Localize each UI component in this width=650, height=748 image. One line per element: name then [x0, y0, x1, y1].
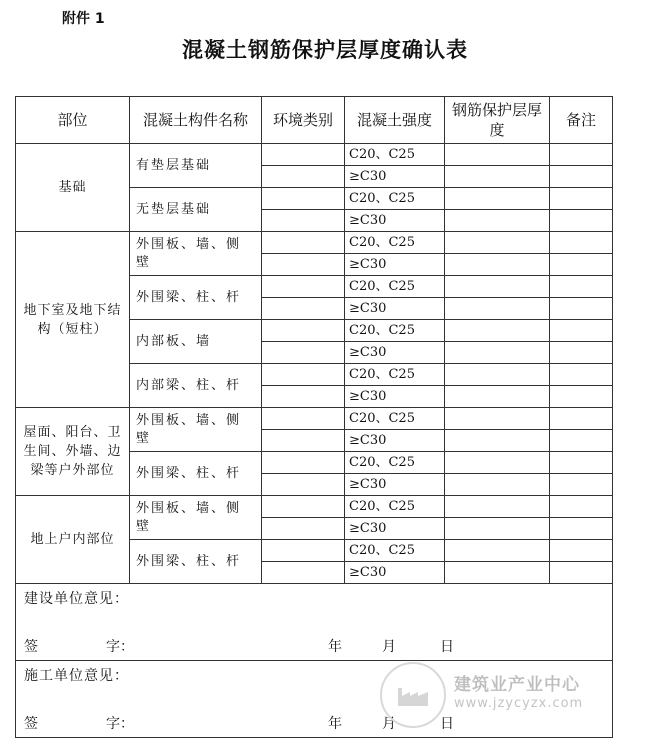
- remarks-cell[interactable]: [550, 364, 613, 386]
- strength-cell: C20、C25: [345, 364, 445, 386]
- header-cell: 环境类别: [262, 97, 345, 144]
- cover-thickness-cell[interactable]: [445, 254, 550, 276]
- environment-cell[interactable]: [262, 496, 345, 518]
- table-row: [16, 144, 613, 166]
- strength-cell: ≥C30: [345, 298, 445, 320]
- strength-cell: C20、C25: [345, 188, 445, 210]
- part-cell: 基础: [16, 144, 130, 232]
- cover-thickness-cell[interactable]: [445, 188, 550, 210]
- watermark-url: www.jzycyzx.com: [454, 696, 584, 711]
- environment-cell[interactable]: [262, 188, 345, 210]
- watermark-seal-logo: [380, 662, 446, 728]
- cover-thickness-cell[interactable]: [445, 320, 550, 342]
- component-cell: 外围板、墙、侧壁: [130, 232, 262, 276]
- cover-thickness-cell[interactable]: [445, 562, 550, 584]
- remarks-cell[interactable]: [550, 254, 613, 276]
- strength-cell: C20、C25: [345, 276, 445, 298]
- remarks-cell[interactable]: [550, 496, 613, 518]
- part-cell: 地上户内部位: [16, 496, 130, 584]
- strength-cell: ≥C30: [345, 518, 445, 540]
- watermark-name: 建筑业产业中心: [454, 675, 580, 695]
- strength-cell: C20、C25: [345, 232, 445, 254]
- strength-cell: ≥C30: [345, 342, 445, 364]
- remarks-cell[interactable]: [550, 210, 613, 232]
- cover-thickness-cell[interactable]: [445, 144, 550, 166]
- environment-cell[interactable]: [262, 540, 345, 562]
- header-cell: 备注: [550, 97, 613, 144]
- component-cell: 无垫层基础: [130, 188, 262, 232]
- header-cell: 部位: [16, 97, 130, 144]
- environment-cell[interactable]: [262, 210, 345, 232]
- remarks-cell[interactable]: [550, 232, 613, 254]
- year-label: 年: [328, 716, 342, 732]
- cover-thickness-cell[interactable]: [445, 232, 550, 254]
- environment-cell[interactable]: [262, 144, 345, 166]
- strength-cell: ≥C30: [345, 210, 445, 232]
- remarks-cell[interactable]: [550, 144, 613, 166]
- header-cell: 混凝土强度: [345, 97, 445, 144]
- cover-thickness-cell[interactable]: [445, 166, 550, 188]
- sign-label-suffix: 字：: [106, 639, 134, 655]
- builder-opinion-label: 建设单位意见：: [24, 591, 129, 607]
- cover-thickness-cell[interactable]: [445, 496, 550, 518]
- environment-cell[interactable]: [262, 232, 345, 254]
- cover-thickness-cell[interactable]: [445, 298, 550, 320]
- remarks-cell[interactable]: [550, 518, 613, 540]
- remarks-cell[interactable]: [550, 386, 613, 408]
- strength-cell: C20、C25: [345, 496, 445, 518]
- remarks-cell[interactable]: [550, 408, 613, 430]
- strength-cell: ≥C30: [345, 474, 445, 496]
- cover-thickness-cell[interactable]: [445, 342, 550, 364]
- builder-signoff-row: [16, 584, 613, 661]
- environment-cell[interactable]: [262, 298, 345, 320]
- environment-cell[interactable]: [262, 430, 345, 452]
- sign-label: 签: [24, 716, 38, 732]
- remarks-cell[interactable]: [550, 540, 613, 562]
- part-cell: 屋面、阳台、卫生间、外墙、边梁等户外部位: [16, 408, 130, 496]
- confirmation-table: [15, 96, 613, 738]
- watermark: [380, 660, 610, 726]
- cover-thickness-cell[interactable]: [445, 210, 550, 232]
- strength-cell: ≥C30: [345, 430, 445, 452]
- component-cell: 有垫层基础: [130, 144, 262, 188]
- strength-cell: C20、C25: [345, 144, 445, 166]
- cover-thickness-cell[interactable]: [445, 408, 550, 430]
- cover-thickness-cell[interactable]: [445, 540, 550, 562]
- header-cell: 钢筋保护层厚度: [445, 97, 550, 144]
- environment-cell[interactable]: [262, 342, 345, 364]
- page-title: 混凝土钢筋保护层厚度确认表: [182, 38, 468, 62]
- cover-thickness-cell[interactable]: [445, 276, 550, 298]
- table-body: [16, 144, 613, 584]
- cover-thickness-cell[interactable]: [445, 474, 550, 496]
- sign-label: 签: [24, 639, 38, 655]
- environment-cell[interactable]: [262, 166, 345, 188]
- contractor-opinion-label: 施工单位意见：: [24, 668, 129, 684]
- environment-cell[interactable]: [262, 518, 345, 540]
- cover-thickness-cell[interactable]: [445, 364, 550, 386]
- month-label: 月: [382, 639, 396, 655]
- environment-cell[interactable]: [262, 276, 345, 298]
- strength-cell: C20、C25: [345, 452, 445, 474]
- environment-cell[interactable]: [262, 320, 345, 342]
- strength-cell: C20、C25: [345, 320, 445, 342]
- remarks-cell[interactable]: [550, 298, 613, 320]
- remarks-cell[interactable]: [550, 320, 613, 342]
- table-row: [16, 496, 613, 518]
- table-row: [16, 232, 613, 254]
- component-cell: 外围梁、柱、杆: [130, 540, 262, 584]
- environment-cell[interactable]: [262, 562, 345, 584]
- strength-cell: C20、C25: [345, 540, 445, 562]
- strength-cell: C20、C25: [345, 408, 445, 430]
- factory-icon: [396, 684, 430, 706]
- cover-thickness-cell[interactable]: [445, 430, 550, 452]
- component-cell: 外围梁、柱、杆: [130, 452, 262, 496]
- strength-cell: ≥C30: [345, 386, 445, 408]
- strength-cell: ≥C30: [345, 166, 445, 188]
- environment-cell[interactable]: [262, 474, 345, 496]
- remarks-cell[interactable]: [550, 452, 613, 474]
- environment-cell[interactable]: [262, 254, 345, 276]
- environment-cell[interactable]: [262, 364, 345, 386]
- remarks-cell[interactable]: [550, 474, 613, 496]
- table-row: [16, 408, 613, 430]
- environment-cell[interactable]: [262, 386, 345, 408]
- month-label: 月: [382, 716, 396, 732]
- part-cell: 地下室及地下结构（短柱）: [16, 232, 130, 408]
- cover-thickness-cell[interactable]: [445, 452, 550, 474]
- remarks-cell[interactable]: [550, 342, 613, 364]
- header-row: [16, 97, 613, 144]
- environment-cell[interactable]: [262, 408, 345, 430]
- remarks-cell[interactable]: [550, 562, 613, 584]
- environment-cell[interactable]: [262, 452, 345, 474]
- component-cell: 内部梁、柱、杆: [130, 364, 262, 408]
- sign-label-suffix: 字：: [106, 716, 134, 732]
- remarks-cell[interactable]: [550, 188, 613, 210]
- strength-cell: ≥C30: [345, 254, 445, 276]
- day-label: 日: [440, 716, 454, 732]
- component-cell: 内部板、墙: [130, 320, 262, 364]
- strength-cell: ≥C30: [345, 562, 445, 584]
- header-cell: 混凝土构件名称: [130, 97, 262, 144]
- cover-thickness-cell[interactable]: [445, 518, 550, 540]
- day-label: 日: [440, 639, 454, 655]
- component-cell: 外围板、墙、侧壁: [130, 408, 262, 452]
- year-label: 年: [328, 639, 342, 655]
- attachment-label: 附件 1: [62, 11, 105, 27]
- remarks-cell[interactable]: [550, 166, 613, 188]
- component-cell: 外围梁、柱、杆: [130, 276, 262, 320]
- remarks-cell[interactable]: [550, 276, 613, 298]
- component-cell: 外围板、墙、侧壁: [130, 496, 262, 540]
- cover-thickness-cell[interactable]: [445, 386, 550, 408]
- remarks-cell[interactable]: [550, 430, 613, 452]
